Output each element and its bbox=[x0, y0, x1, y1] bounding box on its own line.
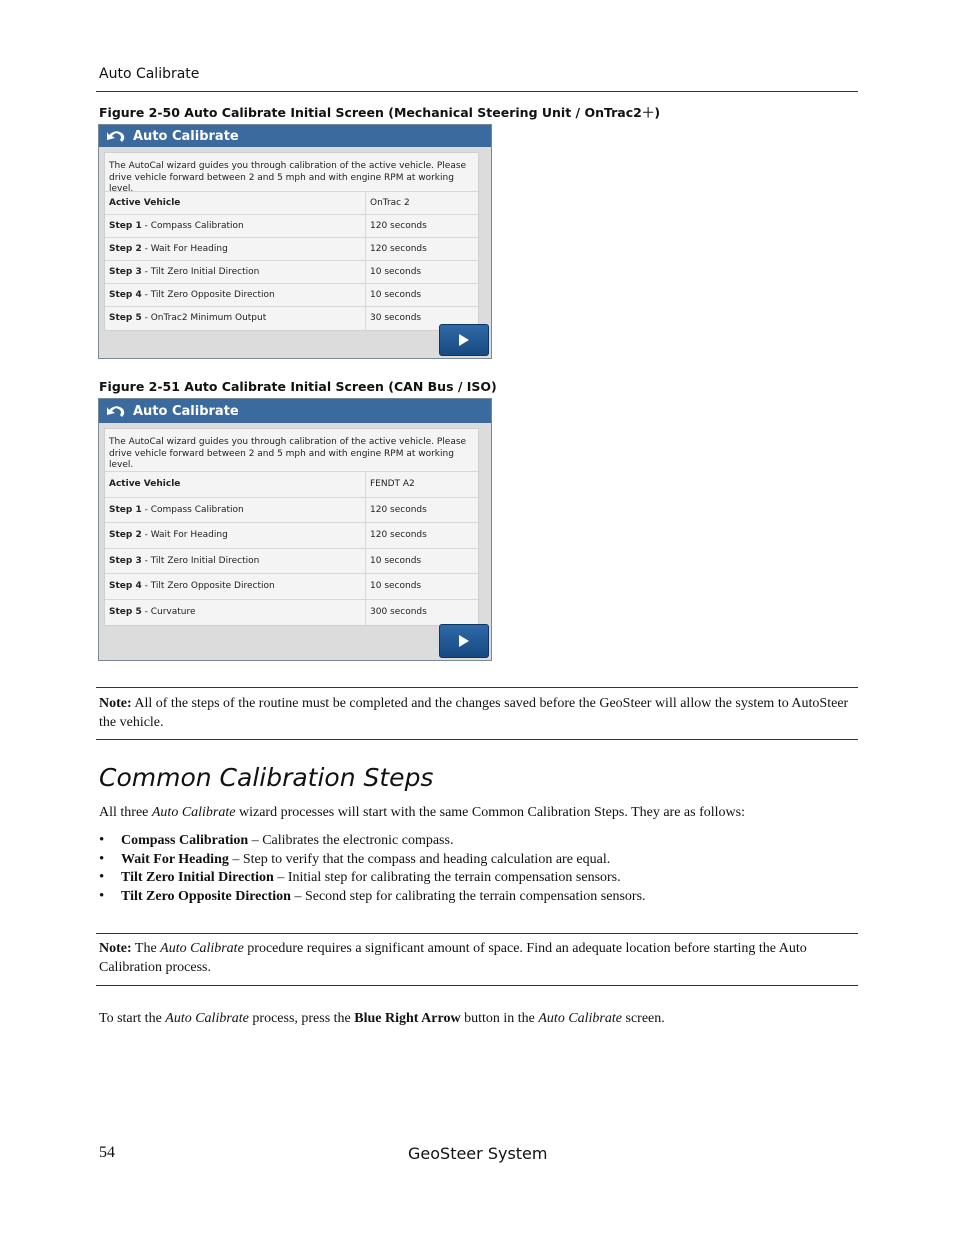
step-duration: 10 seconds bbox=[366, 261, 479, 284]
emphasis: Auto Calibrate bbox=[151, 805, 236, 820]
note-rule-top bbox=[96, 687, 858, 688]
active-vehicle-label: Active Vehicle bbox=[109, 198, 181, 208]
step-label: Step 3 bbox=[109, 267, 142, 277]
play-arrow-icon bbox=[457, 634, 471, 648]
step-label: Step 4 bbox=[109, 581, 142, 592]
header-rule bbox=[96, 91, 858, 92]
item-title: Wait For Heading bbox=[121, 851, 229, 867]
screen-title: Auto Calibrate bbox=[133, 128, 239, 144]
calibration-info-panel bbox=[104, 152, 479, 331]
note-rule-bottom bbox=[96, 985, 858, 986]
table-row bbox=[105, 472, 478, 498]
list-item bbox=[99, 888, 646, 907]
table-row bbox=[105, 261, 478, 284]
text: wizard processes will start with the same Common Calibration Steps. They are as follows: bbox=[235, 805, 745, 820]
screen-title-bar bbox=[99, 125, 491, 147]
step-label: Step 5 bbox=[109, 607, 142, 617]
table-row bbox=[105, 497, 478, 523]
table-row bbox=[105, 574, 478, 600]
step-label: Step 2 bbox=[109, 244, 142, 254]
page-number: 54 bbox=[99, 1144, 115, 1161]
text: To start the bbox=[99, 1011, 166, 1026]
calibration-steps-table bbox=[105, 191, 478, 330]
step-duration: 10 seconds bbox=[366, 284, 479, 307]
figure-caption-2-50: Figure 2-50 Auto Calibrate Initial Screen (Mechanical Steering Unit / OnTrac2＋) bbox=[99, 105, 661, 120]
step-duration: 300 seconds bbox=[366, 599, 479, 625]
step-duration: 120 seconds bbox=[366, 238, 479, 261]
bullet-icon: • bbox=[99, 887, 105, 904]
list-item bbox=[99, 869, 646, 888]
table-row bbox=[105, 284, 478, 307]
item-text: – Calibrates the electronic compass. bbox=[248, 833, 454, 848]
note-text: procedure requires a significant amount of space. Find an adequate location before starting the Auto Calibration process. bbox=[99, 941, 807, 975]
table-row bbox=[105, 548, 478, 574]
active-vehicle-value: FENDT A2 bbox=[366, 472, 479, 498]
text: screen. bbox=[622, 1011, 665, 1026]
step-duration: 10 seconds bbox=[366, 574, 479, 600]
active-vehicle-label: Active Vehicle bbox=[109, 479, 181, 490]
running-header: Auto Calibrate bbox=[99, 66, 200, 82]
section-heading: Common Calibration Steps bbox=[99, 763, 434, 792]
item-title: Compass Calibration bbox=[121, 833, 249, 848]
step-name: - Compass Calibration bbox=[141, 504, 244, 515]
bullet-icon: • bbox=[99, 869, 105, 885]
figure-caption-2-51: Figure 2-51 Auto Calibrate Initial Screen (CAN Bus / ISO) bbox=[99, 379, 497, 394]
wizard-intro-text: The AutoCal wizard guides you through calibration of the active vehicle. Please drive vehicle forward between 2 and 5 mph and with engine RPM at working level. bbox=[109, 437, 467, 470]
auto-calibrate-screen-2 bbox=[98, 398, 492, 661]
step-duration: 30 seconds bbox=[366, 307, 479, 330]
wizard-intro-text: The AutoCal wizard guides you through calibration of the active vehicle. Please drive vehicle forward between 2 and 5 mph and with engine RPM at working level. bbox=[109, 161, 467, 194]
table-row bbox=[105, 238, 478, 261]
note-rule-top bbox=[96, 933, 858, 934]
text: button in the bbox=[460, 1011, 539, 1026]
step-label: Step 1 bbox=[109, 504, 142, 515]
active-vehicle-value: OnTrac 2 bbox=[366, 192, 479, 215]
step-label: Step 1 bbox=[109, 221, 142, 231]
table-row bbox=[105, 215, 478, 238]
emphasis: Auto Calibrate bbox=[160, 941, 244, 956]
back-arrow-icon[interactable] bbox=[105, 403, 127, 419]
note-label: Note: bbox=[99, 696, 132, 711]
step-name: - OnTrac2 Minimum Output bbox=[141, 313, 267, 324]
bullet-icon: • bbox=[99, 850, 105, 867]
note-text: The bbox=[131, 941, 161, 956]
screen-body bbox=[99, 147, 491, 358]
item-title: Tilt Zero Opposite Direction bbox=[121, 888, 291, 904]
strong: Blue Right Arrow bbox=[354, 1011, 461, 1026]
play-arrow-icon bbox=[457, 333, 471, 347]
list-item bbox=[99, 851, 646, 870]
step-name: - Tilt Zero Opposite Direction bbox=[141, 581, 275, 592]
table-row bbox=[105, 307, 478, 330]
start-paragraph bbox=[99, 1011, 665, 1027]
step-label: Step 4 bbox=[109, 290, 142, 300]
intro-paragraph bbox=[99, 805, 745, 821]
step-duration: 120 seconds bbox=[366, 523, 479, 549]
table-row bbox=[105, 523, 478, 549]
note-text: All of the steps of the routine must be completed and the changes saved before the GeoSteer will allow the system to AutoSteer the vehicle. bbox=[99, 696, 849, 730]
step-label: Step 2 bbox=[109, 530, 142, 541]
emphasis: Auto Calibrate bbox=[165, 1011, 249, 1026]
note-space bbox=[99, 939, 855, 977]
step-name: - Wait For Heading bbox=[141, 244, 228, 254]
calibration-steps-table bbox=[105, 471, 478, 625]
step-duration: 120 seconds bbox=[366, 215, 479, 238]
back-arrow-icon[interactable] bbox=[105, 128, 127, 144]
table-row bbox=[105, 599, 478, 625]
table-row bbox=[105, 192, 478, 215]
note-completion bbox=[99, 694, 855, 732]
step-label: Step 3 bbox=[109, 555, 142, 566]
step-name: - Tilt Zero Initial Direction bbox=[141, 555, 260, 566]
screen-body bbox=[99, 423, 491, 660]
list-item bbox=[99, 832, 646, 851]
text: process, press the bbox=[248, 1011, 355, 1026]
step-name: - Tilt Zero Opposite Direction bbox=[141, 290, 275, 300]
auto-calibrate-screen-1 bbox=[98, 124, 492, 359]
next-arrow-button[interactable] bbox=[439, 324, 489, 356]
item-text: – Initial step for calibrating the terrain compensation sensors. bbox=[273, 870, 621, 885]
emphasis: Auto Calibrate bbox=[538, 1011, 622, 1026]
bullet-icon: • bbox=[99, 832, 105, 848]
screen-title: Auto Calibrate bbox=[133, 403, 239, 419]
text: All three bbox=[99, 805, 152, 820]
item-text: – Second step for calibrating the terrain compensation sensors. bbox=[290, 888, 646, 904]
note-label: Note: bbox=[99, 941, 132, 956]
step-name: - Compass Calibration bbox=[141, 221, 244, 231]
item-text: – Step to verify that the compass and heading calculation are equal. bbox=[228, 851, 611, 867]
common-steps-list bbox=[99, 832, 646, 906]
step-duration: 10 seconds bbox=[366, 548, 479, 574]
calibration-info-panel bbox=[104, 428, 479, 626]
next-arrow-button[interactable] bbox=[439, 624, 489, 658]
step-label: Step 5 bbox=[109, 313, 142, 324]
step-duration: 120 seconds bbox=[366, 497, 479, 523]
item-title: Tilt Zero Initial Direction bbox=[121, 870, 274, 885]
step-name: - Curvature bbox=[141, 607, 196, 617]
step-name: - Wait For Heading bbox=[141, 530, 228, 541]
step-name: - Tilt Zero Initial Direction bbox=[141, 267, 260, 277]
note-rule-bottom bbox=[96, 739, 858, 740]
footer-title: GeoSteer System bbox=[408, 1144, 548, 1163]
screen-title-bar bbox=[99, 399, 491, 423]
